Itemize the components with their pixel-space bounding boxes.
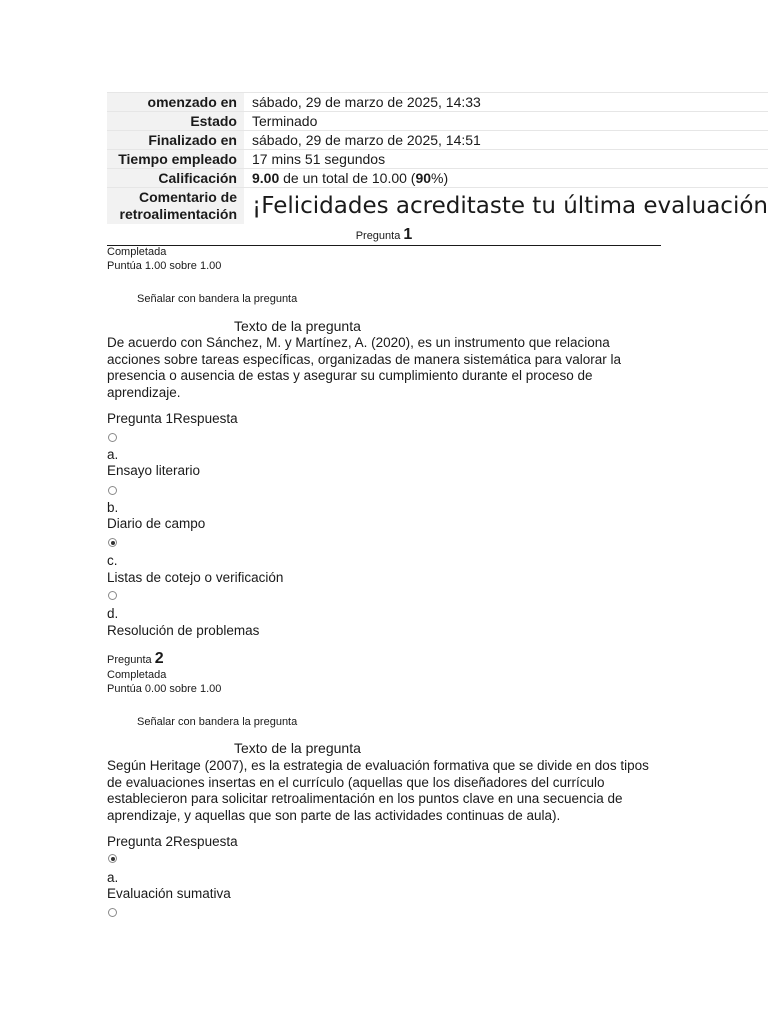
question-1-header (107, 226, 661, 246)
question-2-status: Completada (107, 669, 167, 681)
question-2-header (107, 650, 164, 668)
question-1-option-d-letter: d. (107, 606, 119, 621)
question-2-label: Pregunta (107, 654, 155, 666)
question-1-option-a-letter: a. (107, 447, 119, 462)
question-2-option-a-label[interactable]: Evaluación sumativa (107, 886, 231, 901)
finished-value: sábado, 29 de marzo de 2025, 14:51 (244, 131, 768, 150)
question-1-score: Puntúa 1.00 sobre 1.00 (107, 260, 222, 272)
question-1-option-a-label[interactable]: Ensayo literario (107, 463, 201, 478)
question-2-score: Puntúa 0.00 sobre 1.00 (107, 683, 222, 695)
question-2-option-b-radio[interactable] (108, 908, 117, 917)
question-1-label: Pregunta (355, 230, 404, 242)
grade-total: de un total de 10.00 ( (279, 170, 416, 186)
question-1-text: De acuerdo con Sánchez, M. y Martínez, A. (2020), es un instrumento que relaciona acciones sobre tareas específicas, organizadas de manera sistemática para valorar la presencia o ausencia de estas y asegurar su cumplimiento durante el proceso de aprendizaje. (107, 335, 622, 400)
grade-score: 9.00 (252, 170, 280, 186)
question-2-text: Según Heritage (2007), es la estrategia de evaluación formativa que se divide en dos tipos de evaluaciones insertas en el currículo (aquellas que los diseñadores del currículo establecieron para solicitar retroalimentación en los puntos clave en una secuencia de aprendizaje, y aquellas que son parte de las actividades continuas de aula). (107, 758, 649, 823)
question-2-answer-heading: Pregunta 2Respuesta (107, 834, 238, 849)
question-2-number: 2 (154, 650, 164, 667)
feedback-label (107, 188, 244, 225)
question-1-status: Completada (107, 246, 167, 258)
question-1-answer-heading: Pregunta 1Respuesta (107, 411, 238, 426)
grade-value (244, 169, 768, 188)
attempt-summary-table (107, 92, 768, 224)
grade-label: Calificación (107, 169, 244, 188)
grade-percent: 90 (415, 170, 432, 186)
feedback-label-line-2: retroalimentación (119, 206, 237, 222)
question-1-option-d-label[interactable]: Resolución de problemas (107, 623, 260, 638)
question-2-option-a-letter: a. (107, 870, 119, 885)
finished-label: Finalizado en (107, 131, 244, 150)
question-2-flag-link[interactable]: Señalar con bandera la pregunta (137, 716, 298, 728)
time-value: 17 mins 51 segundos (244, 150, 768, 169)
question-1-option-b-label[interactable]: Diario de campo (107, 516, 206, 531)
state-value: Terminado (244, 112, 768, 131)
question-1-option-c-letter: c. (107, 553, 118, 568)
question-2-title: Texto de la pregunta (234, 740, 361, 756)
question-1-option-c-label[interactable]: Listas de cotejo o verificación (107, 570, 284, 585)
question-1-option-c-radio[interactable] (108, 538, 117, 547)
feedback-label-line-1: Comentario de (138, 189, 237, 205)
question-1-option-b-letter: b. (107, 500, 119, 515)
question-1-option-a-radio[interactable] (108, 433, 117, 442)
state-label: Estado (107, 112, 244, 131)
question-1-number: 1 (403, 226, 413, 243)
question-1-option-d-radio[interactable] (108, 591, 117, 600)
question-1-option-b-radio[interactable] (108, 486, 117, 495)
grade-percent-sign: %) (431, 170, 449, 186)
question-1-title: Texto de la pregunta (234, 318, 361, 334)
question-2-option-a-radio[interactable] (108, 854, 117, 863)
time-label: Tiempo empleado (107, 150, 244, 169)
started-value: sábado, 29 de marzo de 2025, 14:33 (244, 93, 768, 112)
question-1-flag-link[interactable]: Señalar con bandera la pregunta (137, 293, 298, 305)
feedback-value: ¡Felicidades acreditaste tu última evaluación (244, 188, 768, 225)
started-label: omenzado en (107, 93, 244, 112)
